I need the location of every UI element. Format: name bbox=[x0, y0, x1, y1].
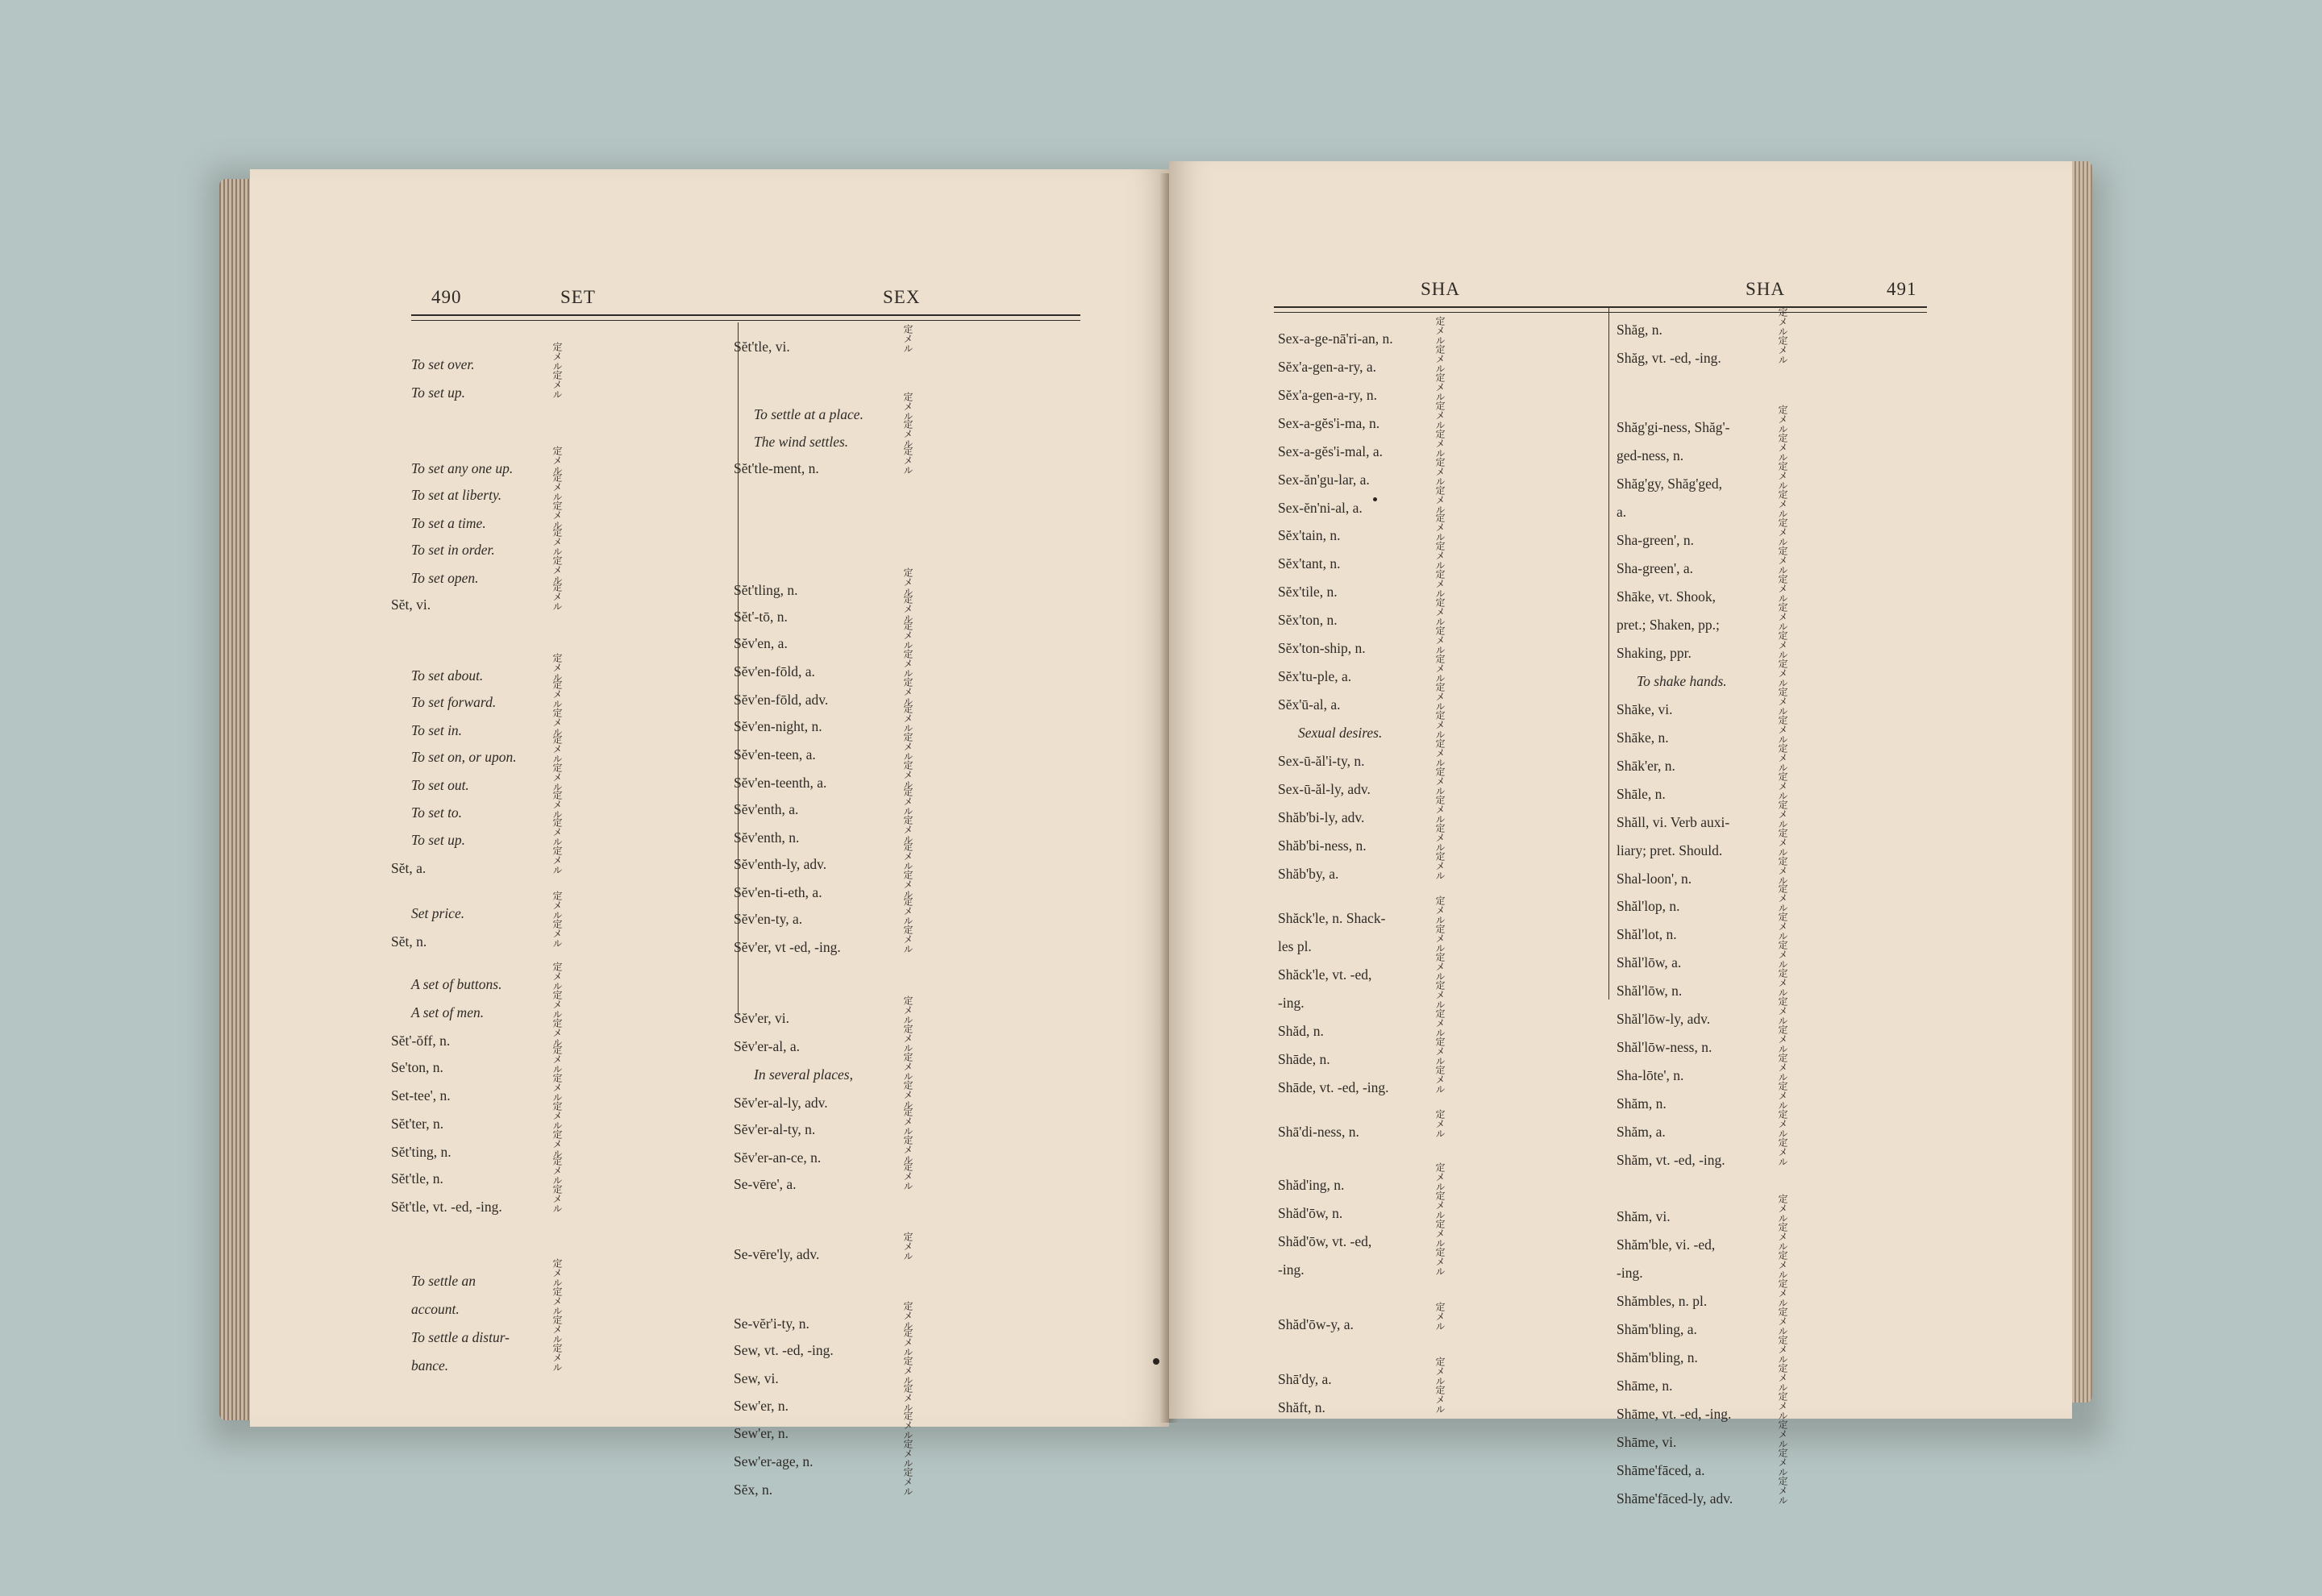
dictionary-entry: Sĕt'tle, vt. -ed, -ing. bbox=[391, 1198, 502, 1215]
dictionary-entry: To set in. bbox=[411, 722, 463, 739]
japanese-gloss: 定メル bbox=[1777, 1306, 1788, 1336]
dictionary-entry: Shăl'lot, n. bbox=[1617, 926, 1677, 943]
japanese-gloss: 定メル bbox=[551, 734, 563, 764]
japanese-gloss: 定メル bbox=[1434, 343, 1446, 373]
dictionary-entry: To set any one up. bbox=[411, 459, 514, 476]
japanese-gloss: 定メル bbox=[1434, 1357, 1446, 1386]
dictionary-entry: Sex-ĕn'ni-al, a. bbox=[1278, 499, 1363, 516]
japanese-gloss: 定メル bbox=[551, 445, 563, 475]
dictionary-entry: Shăl'lop, n. bbox=[1617, 898, 1680, 915]
japanese-gloss: 定メル bbox=[902, 1328, 913, 1357]
dictionary-entry: Shăm, n. bbox=[1617, 1095, 1667, 1112]
column-rule-right bbox=[1608, 306, 1609, 1000]
dictionary-entry: Sĕv'enth, a. bbox=[734, 800, 799, 817]
japanese-gloss: 定メル bbox=[902, 676, 913, 706]
dictionary-entry: Sexual desires. bbox=[1298, 725, 1383, 742]
japanese-gloss: 定メル bbox=[551, 763, 563, 792]
dictionary-entry: Sĕv'enth-ly, adv. bbox=[734, 855, 827, 872]
dictionary-entry: Sĕx'a-gen-a-ry, n. bbox=[1278, 386, 1378, 403]
japanese-gloss: 定メル bbox=[902, 869, 913, 899]
japanese-gloss: 定メル bbox=[1777, 1109, 1788, 1139]
japanese-gloss: 定メル bbox=[1434, 1302, 1446, 1332]
japanese-gloss: 定メル bbox=[551, 341, 563, 371]
japanese-gloss: 定メル bbox=[1777, 573, 1788, 603]
dictionary-entry: Sew'er, n. bbox=[734, 1425, 789, 1442]
dictionary-entry: Sew'er-age, n. bbox=[734, 1453, 814, 1470]
japanese-gloss: 定メル bbox=[902, 567, 913, 596]
japanese-gloss: 定メル bbox=[1434, 823, 1446, 853]
japanese-gloss: 定メル bbox=[902, 392, 913, 422]
japanese-gloss: 定メル bbox=[1434, 1247, 1446, 1277]
japanese-gloss: 定メル bbox=[551, 1183, 563, 1213]
japanese-gloss: 定メル bbox=[1434, 710, 1446, 740]
dictionary-entry: Sĕt'ter, n. bbox=[391, 1115, 444, 1132]
japanese-gloss: 定メル bbox=[902, 620, 913, 650]
dictionary-entry: Sĕt, n. bbox=[391, 933, 427, 950]
japanese-gloss: 定メル bbox=[1777, 517, 1788, 547]
dictionary-entry: Sĕv'er-an-ce, n. bbox=[734, 1149, 822, 1166]
dictionary-entry: To set a time. bbox=[411, 514, 486, 531]
dictionary-entry: Shāme'fāced-ly, adv. bbox=[1617, 1490, 1733, 1507]
dictionary-entry: Shăll, vi. Verb auxi- bbox=[1617, 813, 1730, 830]
dictionary-entry: To set on, or upon. bbox=[411, 749, 517, 766]
dictionary-entry: Sĕv'en-fōld, adv. bbox=[734, 691, 829, 708]
dictionary-entry: To set over. bbox=[411, 355, 475, 372]
japanese-gloss: 定メル bbox=[1777, 799, 1788, 829]
japanese-gloss: 定メル bbox=[902, 1080, 913, 1110]
dictionary-entry: Sex-ăn'gu-lar, a. bbox=[1278, 471, 1370, 488]
japanese-gloss: 定メル bbox=[1777, 827, 1788, 857]
japanese-gloss: 定メル bbox=[902, 924, 913, 954]
japanese-gloss: 定メル bbox=[551, 653, 563, 683]
running-head-center-right: SHA bbox=[1421, 279, 1461, 299]
japanese-gloss: 定メル bbox=[1434, 597, 1446, 627]
dictionary-entry: Shāme, vt. -ed, -ing. bbox=[1617, 1405, 1732, 1422]
dictionary-entry: Shăck'le, vt. -ed, bbox=[1278, 966, 1372, 983]
dictionary-entry: Sew, vi. bbox=[734, 1370, 779, 1387]
japanese-gloss: 定メル bbox=[1434, 1162, 1446, 1192]
dictionary-entry: Sĕv'en-night, n. bbox=[734, 717, 822, 734]
japanese-gloss: 定メル bbox=[1434, 1109, 1446, 1139]
japanese-gloss: 定メル bbox=[1434, 1219, 1446, 1249]
dictionary-entry: Shăm'bling, a. bbox=[1617, 1320, 1697, 1337]
japanese-gloss: 定メル bbox=[1434, 372, 1446, 401]
dictionary-entry: Shăl'lōw, n. bbox=[1617, 983, 1683, 1000]
dictionary-entry: Se-vēre'ly, adv. bbox=[734, 1245, 820, 1262]
dictionary-entry: Shămbles, n. pl. bbox=[1617, 1292, 1708, 1309]
dictionary-entry: To settle a distur- bbox=[411, 1328, 510, 1345]
dictionary-entry: Shăft, n. bbox=[1278, 1399, 1325, 1416]
japanese-gloss: 定メル bbox=[902, 593, 913, 623]
dictionary-entry: Shăm'bling, n. bbox=[1617, 1349, 1698, 1365]
dictionary-entry: To set forward. bbox=[411, 694, 497, 711]
japanese-gloss: 定メル bbox=[1777, 1475, 1788, 1505]
header-rule-right bbox=[1274, 306, 1927, 313]
dictionary-entry: Shāde, n. bbox=[1278, 1051, 1330, 1067]
japanese-gloss: 定メル bbox=[551, 817, 563, 847]
japanese-gloss: 定メル bbox=[902, 1382, 913, 1412]
dictionary-entry: Shăg'gy, Shăg'ged, bbox=[1617, 476, 1723, 493]
dictionary-entry: Sĕx'tant, n. bbox=[1278, 555, 1341, 572]
japanese-gloss: 定メル bbox=[902, 1439, 913, 1469]
dictionary-entry: Shăb'bi-ness, n. bbox=[1278, 837, 1367, 854]
japanese-gloss: 定メル bbox=[1777, 996, 1788, 1026]
japanese-gloss: 定メル bbox=[551, 1072, 563, 1102]
japanese-gloss: 定メル bbox=[902, 1231, 913, 1261]
dictionary-entry: Shăd'ōw, vt. -ed, bbox=[1278, 1233, 1372, 1250]
dictionary-entry: Shăg'gi-ness, Shăg'- bbox=[1617, 419, 1730, 436]
dictionary-entry: To set open. bbox=[411, 569, 479, 586]
dictionary-entry: A set of men. bbox=[411, 1004, 485, 1020]
japanese-gloss: 定メル bbox=[1434, 1385, 1446, 1415]
dictionary-entry: les pl. bbox=[1278, 938, 1312, 955]
japanese-gloss: 定メル bbox=[551, 472, 563, 501]
dictionary-entry: Shāme'fāced, a. bbox=[1617, 1461, 1705, 1478]
dictionary-entry: Set-tee', n. bbox=[391, 1087, 451, 1103]
japanese-gloss: 定メル bbox=[551, 526, 563, 556]
japanese-gloss: 定メル bbox=[1777, 433, 1788, 463]
dictionary-entry: Sĕt'-ŏff, n. bbox=[391, 1032, 451, 1049]
japanese-gloss: 定メル bbox=[1434, 569, 1446, 599]
dictionary-entry: Sex-a-ge-nā'ri-an, n. bbox=[1278, 330, 1393, 347]
dictionary-entry: Shăl'lōw-ness, n. bbox=[1617, 1039, 1712, 1056]
dictionary-entry: Sĕx, n. bbox=[734, 1482, 773, 1498]
japanese-gloss: 定メル bbox=[902, 841, 913, 871]
japanese-gloss: 定メル bbox=[551, 680, 563, 709]
japanese-gloss: 定メル bbox=[1434, 682, 1446, 712]
japanese-gloss: 定メル bbox=[1777, 1334, 1788, 1364]
dictionary-entry: Sĕx'ton-ship, n. bbox=[1278, 640, 1366, 657]
dictionary-entry: Sha-green', n. bbox=[1617, 532, 1694, 548]
japanese-gloss: 定メル bbox=[551, 1286, 563, 1315]
japanese-gloss: 定メル bbox=[551, 918, 563, 948]
dictionary-entry: Sex-a-gĕs'i-ma, n. bbox=[1278, 414, 1380, 431]
dictionary-entry: Sĕv'en-ty, a. bbox=[734, 911, 803, 927]
japanese-gloss: 定メル bbox=[902, 759, 913, 789]
japanese-gloss: 定メル bbox=[902, 731, 913, 761]
japanese-gloss: 定メル bbox=[1434, 896, 1446, 925]
dictionary-entry: To set up. bbox=[411, 384, 465, 401]
japanese-gloss: 定メル bbox=[551, 581, 563, 611]
page-number-left: 490 bbox=[431, 287, 462, 307]
japanese-gloss: 定メル bbox=[1777, 912, 1788, 941]
dictionary-entry: Sĕv'enth, n. bbox=[734, 829, 800, 846]
japanese-gloss: 定メル bbox=[551, 1100, 563, 1130]
japanese-gloss: 定メル bbox=[1434, 980, 1446, 1010]
dictionary-entry: -ing. bbox=[1278, 995, 1305, 1012]
dictionary-entry: Shăck'le, n. Shack- bbox=[1278, 910, 1386, 927]
dictionary-entry: Sĕv'en-teen, a. bbox=[734, 746, 816, 763]
japanese-gloss: 定メル bbox=[902, 995, 913, 1025]
dictionary-entry: To shake hands. bbox=[1637, 672, 1727, 689]
dictionary-entry: pret.; Shaken, pp.; bbox=[1617, 616, 1720, 633]
japanese-gloss: 定メル bbox=[1777, 1053, 1788, 1083]
japanese-gloss: 定メル bbox=[551, 1156, 563, 1185]
dictionary-entry: Sĕx'tain, n. bbox=[1278, 527, 1341, 544]
dictionary-entry: Sĕv'er-al-ty, n. bbox=[734, 1121, 816, 1138]
japanese-gloss: 定メル bbox=[551, 789, 563, 819]
japanese-gloss: 定メル bbox=[551, 1128, 563, 1158]
japanese-gloss: 定メル bbox=[551, 1342, 563, 1372]
japanese-gloss: 定メル bbox=[902, 1411, 913, 1440]
left-page bbox=[250, 169, 1169, 1498]
dictionary-entry: Sĕx'tu-ple, a. bbox=[1278, 668, 1352, 685]
dictionary-entry: Shāke, n. bbox=[1617, 729, 1669, 746]
japanese-gloss: 定メル bbox=[1434, 484, 1446, 514]
dictionary-entry: Shăm, a. bbox=[1617, 1124, 1666, 1141]
dictionary-entry: Sĕv'en-teenth, a. bbox=[734, 774, 827, 791]
running-head-center-left: SEX bbox=[883, 287, 921, 307]
japanese-gloss: 定メル bbox=[1434, 795, 1446, 825]
japanese-gloss: 定メル bbox=[1777, 1390, 1788, 1420]
japanese-gloss: 定メル bbox=[902, 896, 913, 925]
dictionary-entry: Sĕx'tile, n. bbox=[1278, 584, 1338, 601]
japanese-gloss: 定メル bbox=[1777, 742, 1788, 772]
dictionary-entry: To settle an bbox=[411, 1272, 476, 1289]
dictionary-entry: Sĕv'en-fōld, a. bbox=[734, 663, 815, 680]
dictionary-entry: Sĕt'tling, n. bbox=[734, 581, 798, 598]
japanese-gloss: 定メル bbox=[1777, 601, 1788, 631]
dictionary-entry: Sĕv'er-al, a. bbox=[734, 1038, 800, 1055]
dictionary-entry: Sĕt'-tō, n. bbox=[734, 608, 788, 625]
japanese-gloss: 定メル bbox=[902, 1467, 913, 1497]
dictionary-entry: Shāle, n. bbox=[1617, 785, 1666, 802]
japanese-gloss: 定メル bbox=[1434, 654, 1446, 684]
dictionary-entry: Sĕv'en, a. bbox=[734, 634, 788, 651]
dictionary-entry: Shăl'lōw-ly, adv. bbox=[1617, 1011, 1711, 1028]
dictionary-entry: Shăg, vt. -ed, -ing. bbox=[1617, 349, 1721, 366]
japanese-gloss: 定メル bbox=[902, 786, 913, 816]
japanese-gloss: 定メル bbox=[1777, 545, 1788, 575]
dictionary-entry: Shăl'lōw, a. bbox=[1617, 954, 1682, 971]
ink-speck bbox=[1373, 497, 1377, 501]
japanese-gloss: 定メル bbox=[1777, 1081, 1788, 1111]
dictionary-entry: Sĕt, a. bbox=[391, 860, 427, 877]
japanese-gloss: 定メル bbox=[1777, 1447, 1788, 1477]
dictionary-entry: Shăb'by, a. bbox=[1278, 866, 1339, 882]
japanese-gloss: 定メル bbox=[1777, 771, 1788, 800]
japanese-gloss: 定メル bbox=[1434, 1037, 1446, 1066]
dictionary-entry: Sĕv'er, vi. bbox=[734, 1010, 790, 1027]
dictionary-entry: Se'ton, n. bbox=[391, 1059, 443, 1075]
japanese-gloss: 定メル bbox=[902, 1024, 913, 1054]
japanese-gloss: 定メル bbox=[902, 1135, 913, 1165]
japanese-gloss: 定メル bbox=[1434, 1064, 1446, 1094]
japanese-gloss: 定メル bbox=[551, 555, 563, 584]
dictionary-entry: Sew'er, n. bbox=[734, 1397, 789, 1414]
japanese-gloss: 定メル bbox=[1434, 513, 1446, 542]
dictionary-entry: Sĕt'ting, n. bbox=[391, 1143, 452, 1160]
japanese-gloss: 定メル bbox=[902, 445, 913, 475]
japanese-gloss: 定メル bbox=[551, 1314, 563, 1344]
japanese-gloss: 定メル bbox=[1777, 306, 1788, 336]
dictionary-entry: Shāke, vt. Shook, bbox=[1617, 588, 1716, 605]
japanese-gloss: 定メル bbox=[902, 814, 913, 844]
japanese-gloss: 定メル bbox=[902, 418, 913, 448]
dictionary-entry: Sex-a-gĕs'i-mal, a. bbox=[1278, 443, 1383, 459]
japanese-gloss: 定メル bbox=[1777, 1222, 1788, 1251]
japanese-gloss: 定メル bbox=[1434, 1191, 1446, 1220]
japanese-gloss: 定メル bbox=[1777, 1025, 1788, 1054]
dictionary-entry: bance. bbox=[411, 1357, 449, 1374]
dictionary-entry: Shăm, vt. -ed, -ing. bbox=[1617, 1152, 1725, 1169]
japanese-gloss: 定メル bbox=[1434, 851, 1446, 880]
header-rule-left bbox=[411, 314, 1080, 321]
dictionary-entry: Sĕt, vi. bbox=[391, 596, 431, 613]
japanese-gloss: 定メル bbox=[1777, 968, 1788, 998]
japanese-gloss: 定メル bbox=[551, 1045, 563, 1074]
japanese-gloss: 定メル bbox=[551, 708, 563, 738]
dictionary-entry: Sĕx'ū-al, a. bbox=[1278, 696, 1341, 713]
japanese-gloss: 定メル bbox=[551, 961, 563, 991]
running-head-right: SHA bbox=[1746, 279, 1786, 299]
right-page bbox=[1169, 161, 2072, 1507]
dictionary-entry: Shal-loon', n. bbox=[1617, 870, 1692, 887]
dictionary-entry: Shăm'ble, vi. -ed, bbox=[1617, 1236, 1716, 1253]
dictionary-entry: Shā'dy, a. bbox=[1278, 1371, 1332, 1388]
japanese-gloss: 定メル bbox=[1777, 686, 1788, 716]
dictionary-entry: Sĕv'er-al-ly, adv. bbox=[734, 1095, 828, 1112]
japanese-gloss: 定メル bbox=[551, 890, 563, 920]
dictionary-entry: Sha-green', a. bbox=[1617, 559, 1693, 576]
japanese-gloss: 定メル bbox=[902, 1107, 913, 1137]
dictionary-entry: Shăm, vi. bbox=[1617, 1208, 1671, 1225]
japanese-gloss: 定メル bbox=[1777, 461, 1788, 491]
dictionary-entry: Sĕx'a-gen-a-ry, a. bbox=[1278, 358, 1377, 375]
japanese-gloss: 定メル bbox=[902, 1052, 913, 1082]
japanese-gloss: 定メル bbox=[1777, 658, 1788, 688]
japanese-gloss: 定メル bbox=[902, 323, 913, 353]
japanese-gloss: 定メル bbox=[902, 703, 913, 733]
dictionary-entry: liary; pret. Should. bbox=[1617, 842, 1723, 858]
dictionary-entry: Shăd'ōw, n. bbox=[1278, 1205, 1343, 1222]
japanese-gloss: 定メル bbox=[1777, 855, 1788, 885]
dictionary-entry: Sĕv'er, vt -ed, -ing. bbox=[734, 938, 841, 955]
dictionary-entry: Sĕt'tle-ment, n. bbox=[734, 459, 819, 476]
japanese-gloss: 定メル bbox=[1777, 1137, 1788, 1167]
ink-speck bbox=[1153, 1358, 1159, 1365]
japanese-gloss: 定メル bbox=[1777, 1278, 1788, 1307]
dictionary-entry: -ing. bbox=[1617, 1264, 1643, 1281]
dictionary-entry: Shāke, vi. bbox=[1617, 700, 1673, 717]
dictionary-entry: Shāk'er, n. bbox=[1617, 757, 1675, 774]
japanese-gloss: 定メル bbox=[1777, 714, 1788, 744]
dictionary-entry: account. bbox=[411, 1300, 460, 1317]
dictionary-entry: To set at liberty. bbox=[411, 486, 502, 503]
dictionary-entry: Shăd'ōw-y, a. bbox=[1278, 1316, 1354, 1333]
dictionary-entry: Se-vĕr'i-ty, n. bbox=[734, 1315, 809, 1332]
dictionary-entry: To settle at a place. bbox=[754, 406, 863, 423]
japanese-gloss: 定メル bbox=[551, 1017, 563, 1047]
dictionary-entry: a. bbox=[1617, 504, 1627, 521]
dictionary-entry: Shăb'bi-ly, adv. bbox=[1278, 809, 1365, 826]
dictionary-entry: To set to. bbox=[411, 804, 463, 821]
dictionary-entry: The wind settles. bbox=[754, 433, 849, 450]
japanese-gloss: 定メル bbox=[551, 369, 563, 399]
japanese-gloss: 定メル bbox=[1434, 428, 1446, 458]
dictionary-entry: To set up. bbox=[411, 832, 465, 849]
japanese-gloss: 定メル bbox=[551, 989, 563, 1019]
dictionary-entry: Shā'di-ness, n. bbox=[1278, 1124, 1359, 1141]
dictionary-entry: Sew, vt. -ed, -ing. bbox=[734, 1342, 834, 1359]
dictionary-entry: -ing. bbox=[1278, 1261, 1305, 1278]
dictionary-entry: To set about. bbox=[411, 667, 484, 684]
japanese-gloss: 定メル bbox=[902, 648, 913, 678]
japanese-gloss: 定メル bbox=[1777, 1194, 1788, 1224]
dictionary-entry: Shăd'ing, n. bbox=[1278, 1177, 1345, 1194]
japanese-gloss: 定メル bbox=[1434, 1008, 1446, 1038]
dictionary-entry: In several places, bbox=[754, 1066, 853, 1083]
page-number-right: 491 bbox=[1887, 279, 1917, 299]
japanese-gloss: 定メル bbox=[1777, 883, 1788, 913]
dictionary-entry: To set out. bbox=[411, 777, 469, 794]
dictionary-entry: Sex-ū-ăl'i-ty, n. bbox=[1278, 753, 1365, 770]
dictionary-entry: Se-vēre', a. bbox=[734, 1176, 797, 1193]
japanese-gloss: 定メル bbox=[1777, 1362, 1788, 1392]
dictionary-entry: Shăg, n. bbox=[1617, 321, 1662, 338]
japanese-gloss: 定メル bbox=[551, 500, 563, 530]
japanese-gloss: 定メル bbox=[1777, 1249, 1788, 1279]
japanese-gloss: 定メル bbox=[1777, 335, 1788, 364]
dictionary-entry: ged-ness, n. bbox=[1617, 447, 1684, 464]
dictionary-entry: To set in order. bbox=[411, 541, 495, 558]
japanese-gloss: 定メル bbox=[1777, 489, 1788, 519]
japanese-gloss: 定メル bbox=[551, 846, 563, 875]
japanese-gloss: 定メル bbox=[1777, 630, 1788, 659]
japanese-gloss: 定メル bbox=[1434, 952, 1446, 982]
japanese-gloss: 定メル bbox=[902, 1301, 913, 1331]
japanese-gloss: 定メル bbox=[1434, 626, 1446, 655]
dictionary-entry: Sĕt'tle, vi. bbox=[734, 338, 790, 355]
japanese-gloss: 定メル bbox=[902, 1162, 913, 1191]
dictionary-entry: Sha-lōte', n. bbox=[1617, 1067, 1684, 1084]
japanese-gloss: 定メル bbox=[1434, 541, 1446, 571]
dictionary-entry: Shăd, n. bbox=[1278, 1023, 1324, 1040]
japanese-gloss: 定メル bbox=[1434, 924, 1446, 954]
dictionary-entry: Sĕv'en-ti-eth, a. bbox=[734, 883, 822, 900]
japanese-gloss: 定メル bbox=[1777, 405, 1788, 434]
japanese-gloss: 定メル bbox=[902, 1356, 913, 1386]
dictionary-entry: Shaking, ppr. bbox=[1617, 644, 1692, 661]
dictionary-entry: Shāme, n. bbox=[1617, 1377, 1673, 1394]
running-head-left: SET bbox=[560, 287, 596, 307]
japanese-gloss: 定メル bbox=[1434, 400, 1446, 430]
dictionary-entry: Shāme, vi. bbox=[1617, 1433, 1677, 1450]
dictionary-entry: Sĕt'tle, n. bbox=[391, 1170, 443, 1187]
dictionary-entry: A set of buttons. bbox=[411, 975, 502, 992]
japanese-gloss: 定メル bbox=[1777, 940, 1788, 970]
japanese-gloss: 定メル bbox=[1434, 456, 1446, 486]
dictionary-entry: Sĕx'ton, n. bbox=[1278, 612, 1338, 629]
japanese-gloss: 定メル bbox=[1434, 738, 1446, 768]
japanese-gloss: 定メル bbox=[1777, 1419, 1788, 1448]
dictionary-entry: Set price. bbox=[411, 904, 465, 921]
japanese-gloss: 定メル bbox=[1434, 315, 1446, 345]
dictionary-entry: Shāde, vt. -ed, -ing. bbox=[1278, 1079, 1389, 1095]
dictionary-entry: Sex-ū-ăl-ly, adv. bbox=[1278, 781, 1371, 798]
japanese-gloss: 定メル bbox=[1434, 767, 1446, 796]
japanese-gloss: 定メル bbox=[551, 1257, 563, 1287]
